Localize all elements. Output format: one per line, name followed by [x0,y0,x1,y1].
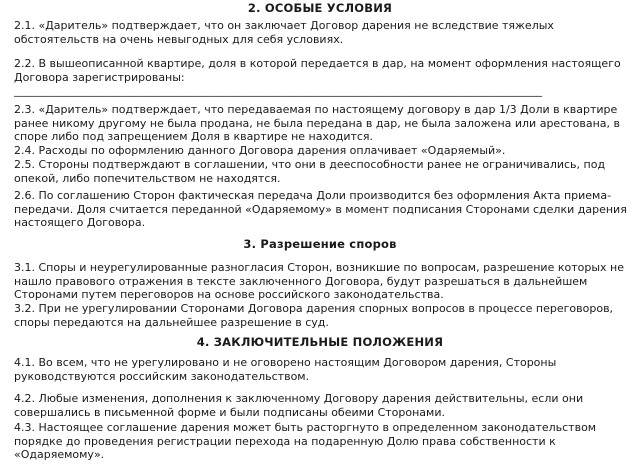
clause-2-1 [14,19,626,46]
clause-2-4 [14,144,626,158]
section-heading-dispute-resolution: 3. Разрешение споров [243,237,397,251]
text-line: 2.2. В вышеописанной квартире, доля в которой передается в дар, на момент оформления настоящего [14,57,621,70]
text-line: 3.2. При не урегулировании Сторонами Договора дарения спорных вопросов в процессе переговоров, [14,302,614,315]
text-line: 2.5. Стороны подтверждают в соглашении, что они в дееспособности ранее не ограничивались, под [14,158,606,171]
clause-4-1 [14,356,626,383]
text-line: передачи. Доля считается переданной «Одаряемому» в момент подписания Сторонами сделки дарения [14,202,627,216]
text-line: 2.3. «Даритель» подтверждает, что передаваемая по настоящему договору в дар 1/3 Доли в квартире [14,103,618,116]
text-line: 2.6. По соглашению Сторон фактическая передача Доли производится без оформления Акта приема- [14,189,612,202]
clause-2-6 [14,189,626,230]
text-line: 4.3. Настоящее соглашение дарения может быть расторгнуто в определенном законодательством [14,421,597,434]
text-line: «Одаряемому». [14,448,105,462]
clause-3-2 [14,302,626,329]
text-line: руководствуются российским законодательством. [14,369,310,383]
clause-2-2 [14,57,626,98]
text-line: настоящего Договора. [14,216,146,230]
clause-2-5 [14,158,626,185]
section-heading-special-conditions: 2. ОСОБЫЕ УСЛОВИЯ [247,1,393,15]
clause-2-3 [14,103,626,144]
text-line: нашло правового отражения в тексте заключенного Договора, будут разрешаться в дальнейшем [14,274,588,288]
text-line: 3.1. Споры и неурегулированные разногласия Сторон, возникшие по вопросам, разрешение которых не [14,261,624,274]
text-line: обстоятельств на очень невыгодных для себя условиях. [14,32,344,46]
clause-3-1 [14,261,626,302]
text-line: споре либо под запрещением Доля в квартире не находится. [14,130,374,144]
blank-fill-line: ________________________________________________________________________________________________ [14,84,542,98]
text-line: ранее никому другому не была продана, не была передана в дар, не была заложена или арестована, в [14,116,621,130]
text-line: Договора зарегистрированы: [14,70,185,84]
text-line: порядке до проведения регистрации перехода на подаренную Долю права собственности к [14,434,556,448]
section-heading-final-provisions: 4. ЗАКЛЮЧИТЕЛЬНЫЕ ПОЛОЖЕНИЯ [196,335,444,349]
text-line: 4.2. Любые изменения, дополнения к заключенному Договору дарения действительны, если они [14,392,584,405]
text-line: совершались в письменной форме и были подписаны обеими Сторонами. [14,405,445,419]
clause-4-2 [14,392,626,419]
text-line: опекой, либо попечительством не находятся. [14,171,281,185]
text-line: Сторонами путем переговоров на основе российского законодательства. [14,288,444,302]
text-line: споры передаются на дальнейшее разрешение в суд. [14,315,329,329]
clause-4-3 [14,421,626,462]
text-line: 2.1. «Даритель» подтверждает, что он заключает Договор дарения не вследствие тяжелых [14,19,554,32]
text-line: 2.4. Расходы по оформлению данного Договора дарения оплачивает «Одаряемый». [14,144,506,157]
text-line: 4.1. Во всем, что не урегулировано и не оговорено настоящим Договором дарения, Стороны [14,356,557,369]
